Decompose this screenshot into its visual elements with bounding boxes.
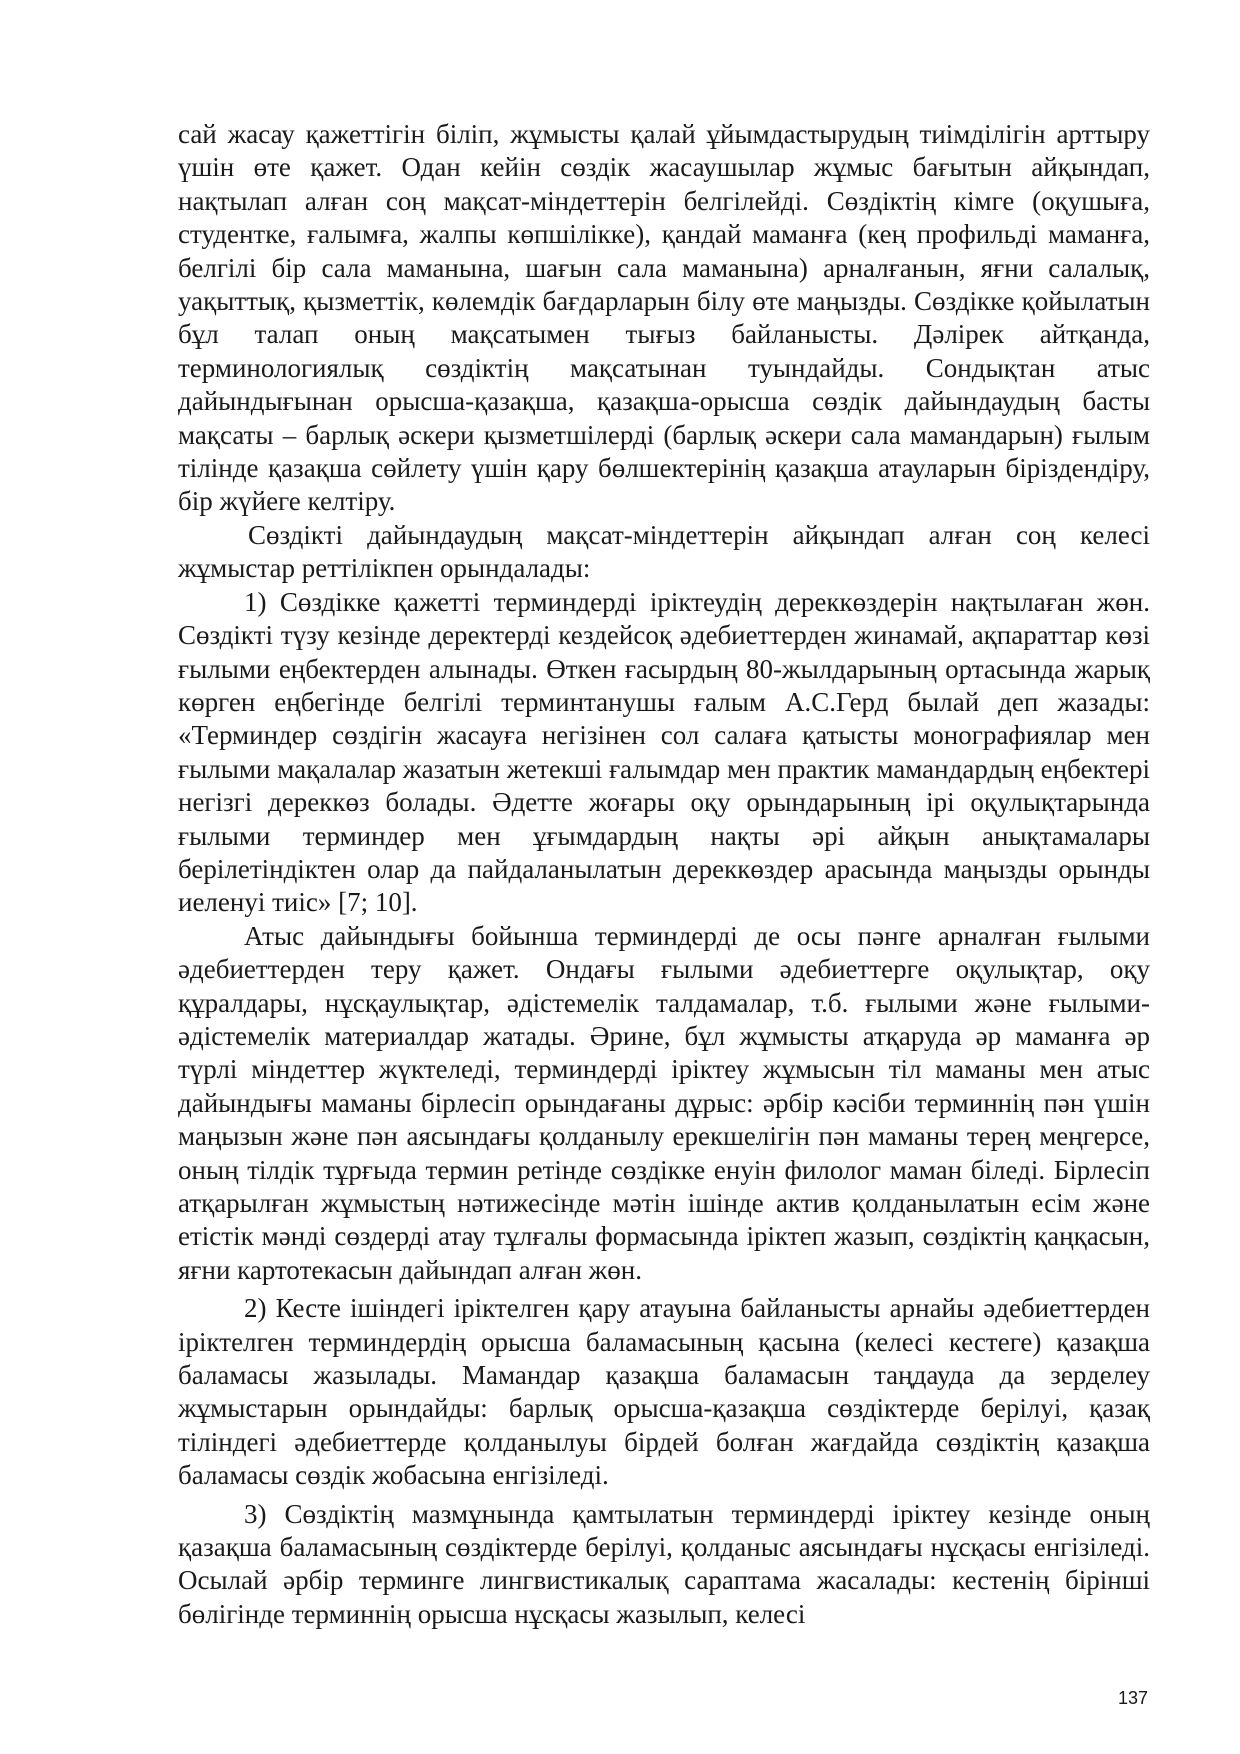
paragraph-intro: сай жасау қажеттігін біліп, жұмысты қалай ұйымдастырудың тиімділігін арттыру үшін өте қажет. Одан кейін сөздік жасаушылар жұмыс бағытын айқындап, нақтылап алған соң мақсат-міндеттерін белгілейді. Сөздіктің кімге (оқушыға, студентке, ғалымға, жалпы көпшілікке), қандай маманға (кең профильді маманға, белгілі бір сала маманына, шағын сала маманына) арналғанын, яғни салалық, уақыттық, қызметтік, көлемдік бағдарларын білу өте маңызды. Сөздікке қойылатын бұл талап оның мақсатымен тығыз байланысты. Дәлірек айтқанда, терминологиялық сөздіктің мақсатынан туындайды. Сондықтан атыс дайындығынан орысша-қазақша, қазақша-орысша сөздік дайындаудың басты мақсаты – барлық әскери қызметшілерді (барлық әскери сала мамандарын) ғылым тілінде қазақша сөйлету үшін қару бөлшектерінің қазақша атауларын біріздендіру, бір жүйеге келтіру. [178,119,1150,517]
paragraph-step-2: 2) Кесте ішіндегі іріктелген қару атауына байланысты арнайы әдебиеттерден іріктелген терминдердің орысша баламасының қасына (келесі кестеге) қазақша баламасы жазылады. Мамандар қазақша баламасын таңдауда да зерделеу жұмыстарын орындайды: барлық орысша-қазақша сөздіктерде берілуі, қазақ тіліндегі әдебиеттерде қолданылуы бірдей болған жағдайда сөздіктің қазақша баламасы сөздік жобасына енгізіледі. [178,1293,1150,1491]
page-number: 137 [1117,1688,1148,1708]
paragraph-step-1: 1) Сөздікке қажетті терминдерді іріктеудің дереккөздерін нақтылаған жөн. Сөздікті түзу кезінде деректерді кездейсоқ әдебиеттерден жинамай, ақпараттар көзі ғылыми еңбектерден алынады. Өткен ғасырдың 80-жылдарының ортасында жарық көрген еңбегінде белгілі терминтанушы ғалым А.С.Герд былай деп жазады: «Терминдер сөздігін жасауға негізінен сол салаға қатысты монографиялар мен ғылыми мақалалар жазатын жетекші ғалымдар мен практик мамандардың еңбектері негізгі дереккөз болады. Әдетте жоғары оқу орындарының ірі оқулықтарында ғылыми терминдер мен ұғымдардың нақты әрі айқын анықтамалары берілетіндіктен олар да пайдаланылатын дереккөздер арасында маңызды орынды иеленуі тиіс» [7; 10]. [178,586,1150,918]
paragraph-step-3: 3) Сөздіктің мазмұнында қамтылатын терминдерді іріктеу кезінде оның қазақша баламасының сөздіктерде берілуі, қолданыс аясындағы нұсқасы енгізіледі. Осылай әрбір терминге лингвистикалық сараптама жасалады: кестенің бірінші бөлігінде терминнің орысша нұсқасы жазылып, келесі [178,1498,1150,1629]
paragraph-tasks-order: Сөздікті дайындаудың мақсат-міндеттерін айқындап алған соң келесі жұмыстар реттілікпен орындалады: [178,519,1150,584]
paragraph-shooting-training: Атыс дайындығы бойынша терминдерді де осы пәнге арналған ғылыми әдебиеттерден теру қажет. Ондағы ғылыми әдебиеттерге оқулықтар, оқу құралдары, нұсқаулықтар, әдістемелік талдамалар, т.б. ғылыми және ғылыми-әдістемелік материалдар жатады. Әрине, бұл жұмысты атқаруда әр маманға әр түрлі міндеттер жүктеледі, терминдерді іріктеу жұмысын тіл маманы мен атыс дайындығы маманы бірлесіп орындағаны дұрыс: әрбір кәсіби терминнің пән үшін маңызын және пән аясындағы қолданылу ерекшелігін пән маманы терең меңгерсе, оның тілдік тұрғыда термин ретінде сөздікке енуін филолог маман біледі. Бірлесіп атқарылған жұмыстың нәтижесінде мәтін ішінде актив қолданылатын есім және етістік мәнді сөздерді атау тұлғалы формасында іріктеп жазып, сөздіктің қаңқасын, яғни картотекасын дайындап алған жөн. [178,920,1150,1285]
document-page [178,118,1150,1631]
